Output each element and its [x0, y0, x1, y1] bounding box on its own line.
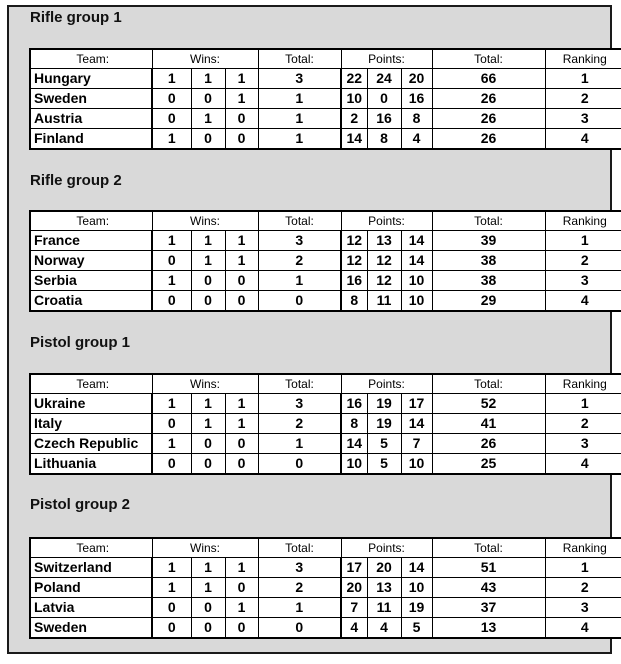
- cell-team: Hungary: [30, 69, 152, 89]
- table-header-row: [30, 211, 621, 231]
- table-row: [30, 454, 621, 475]
- cell-total: 1: [258, 598, 341, 618]
- cell-p3: 10: [401, 271, 432, 291]
- cell-p1: 8: [341, 414, 367, 434]
- cell-w2: 1: [191, 231, 225, 251]
- cell-p2: 20: [367, 558, 401, 578]
- table-row: [30, 414, 621, 434]
- table-row: [30, 291, 621, 312]
- cell-points-total: 26: [432, 89, 545, 109]
- cell-points-total: 52: [432, 394, 545, 414]
- cell-team: Czech Republic: [30, 434, 152, 454]
- cell-p1: 16: [341, 271, 367, 291]
- header-wins: Wins:: [152, 538, 258, 558]
- cell-p2: 12: [367, 251, 401, 271]
- cell-ranking: 2: [545, 89, 621, 109]
- cell-points-total: 39: [432, 231, 545, 251]
- cell-points-total: 26: [432, 129, 545, 150]
- cell-p3: 10: [401, 454, 432, 475]
- table-row: [30, 251, 621, 271]
- cell-ranking: 3: [545, 109, 621, 129]
- cell-ranking: 3: [545, 598, 621, 618]
- cell-p2: 5: [367, 454, 401, 475]
- cell-total: 2: [258, 414, 341, 434]
- cell-w2: 1: [191, 414, 225, 434]
- cell-w2: 0: [191, 598, 225, 618]
- cell-w1: 1: [152, 558, 191, 578]
- cell-p1: 14: [341, 129, 367, 150]
- cell-w3: 1: [225, 69, 258, 89]
- cell-ranking: 2: [545, 251, 621, 271]
- cell-p3: 8: [401, 109, 432, 129]
- cell-ranking: 4: [545, 454, 621, 475]
- cell-points-total: 66: [432, 69, 545, 89]
- cell-w2: 0: [191, 89, 225, 109]
- table-row: [30, 558, 621, 578]
- cell-ranking: 1: [545, 558, 621, 578]
- cell-p2: 16: [367, 109, 401, 129]
- cell-total: 1: [258, 109, 341, 129]
- cell-team: Italy: [30, 414, 152, 434]
- cell-p3: 17: [401, 394, 432, 414]
- cell-p3: 4: [401, 129, 432, 150]
- header-wins: Wins:: [152, 211, 258, 231]
- cell-points-total: 38: [432, 271, 545, 291]
- cell-w1: 1: [152, 578, 191, 598]
- cell-w1: 0: [152, 598, 191, 618]
- header-points: Points:: [341, 49, 432, 69]
- cell-w1: 0: [152, 251, 191, 271]
- table-row: [30, 271, 621, 291]
- cell-total: 3: [258, 69, 341, 89]
- header-points: Points:: [341, 374, 432, 394]
- header-points: Points:: [341, 538, 432, 558]
- cell-w3: 1: [225, 89, 258, 109]
- cell-p3: 7: [401, 434, 432, 454]
- cell-p1: 14: [341, 434, 367, 454]
- cell-total: 1: [258, 434, 341, 454]
- cell-total: 3: [258, 558, 341, 578]
- rifle-group-2-table: [29, 210, 621, 312]
- table-row: [30, 109, 621, 129]
- cell-w1: 0: [152, 414, 191, 434]
- header-team: Team:: [30, 538, 152, 558]
- cell-p1: 2: [341, 109, 367, 129]
- cell-points-total: 43: [432, 578, 545, 598]
- cell-w2: 1: [191, 558, 225, 578]
- cell-team: Lithuania: [30, 454, 152, 475]
- cell-p2: 0: [367, 89, 401, 109]
- header-total-wins: Total:: [258, 49, 341, 69]
- cell-w2: 1: [191, 394, 225, 414]
- header-team: Team:: [30, 374, 152, 394]
- cell-total: 0: [258, 618, 341, 639]
- cell-w3: 0: [225, 291, 258, 312]
- table-row: [30, 618, 621, 639]
- header-total-wins: Total:: [258, 211, 341, 231]
- cell-w2: 1: [191, 578, 225, 598]
- rifle-group-2-title: Rifle group 2: [30, 172, 122, 189]
- cell-ranking: 4: [545, 618, 621, 639]
- table-row: [30, 434, 621, 454]
- cell-w1: 1: [152, 271, 191, 291]
- cell-p3: 19: [401, 598, 432, 618]
- cell-p2: 4: [367, 618, 401, 639]
- cell-w2: 0: [191, 271, 225, 291]
- cell-p3: 5: [401, 618, 432, 639]
- cell-team: Croatia: [30, 291, 152, 312]
- cell-p1: 22: [341, 69, 367, 89]
- table-header-row: [30, 49, 621, 69]
- cell-total: 1: [258, 271, 341, 291]
- cell-w3: 0: [225, 618, 258, 639]
- rifle-group-1-table: [29, 48, 621, 150]
- cell-w3: 0: [225, 454, 258, 475]
- cell-w2: 0: [191, 434, 225, 454]
- header-total-wins: Total:: [258, 374, 341, 394]
- table-row: [30, 394, 621, 414]
- cell-w1: 1: [152, 394, 191, 414]
- cell-ranking: 4: [545, 291, 621, 312]
- header-ranking: Ranking: [545, 538, 621, 558]
- table-row: [30, 578, 621, 598]
- cell-team: France: [30, 231, 152, 251]
- cell-p2: 24: [367, 69, 401, 89]
- cell-ranking: 1: [545, 69, 621, 89]
- pistol-group-1-table: [29, 373, 621, 475]
- cell-w3: 0: [225, 434, 258, 454]
- cell-w3: 1: [225, 558, 258, 578]
- table-row: [30, 89, 621, 109]
- table-header-row: [30, 538, 621, 558]
- cell-p1: 7: [341, 598, 367, 618]
- table-row: [30, 231, 621, 251]
- cell-p2: 11: [367, 598, 401, 618]
- cell-total: 2: [258, 251, 341, 271]
- cell-w1: 0: [152, 454, 191, 475]
- pistol-group-1-title: Pistol group 1: [30, 334, 131, 351]
- cell-points-total: 51: [432, 558, 545, 578]
- cell-ranking: 2: [545, 578, 621, 598]
- cell-p2: 13: [367, 231, 401, 251]
- cell-w1: 0: [152, 89, 191, 109]
- cell-total: 1: [258, 129, 341, 150]
- cell-p1: 17: [341, 558, 367, 578]
- cell-team: Norway: [30, 251, 152, 271]
- cell-w3: 0: [225, 109, 258, 129]
- cell-w3: 0: [225, 271, 258, 291]
- cell-points-total: 26: [432, 434, 545, 454]
- cell-team: Austria: [30, 109, 152, 129]
- rifle-group-1-title: Rifle group 1: [30, 9, 122, 26]
- cell-total: 0: [258, 454, 341, 475]
- cell-ranking: 1: [545, 394, 621, 414]
- cell-w2: 0: [191, 454, 225, 475]
- cell-p3: 14: [401, 251, 432, 271]
- cell-p1: 12: [341, 231, 367, 251]
- cell-p2: 8: [367, 129, 401, 150]
- cell-team: Latvia: [30, 598, 152, 618]
- cell-points-total: 13: [432, 618, 545, 639]
- cell-p2: 5: [367, 434, 401, 454]
- cell-p1: 16: [341, 394, 367, 414]
- cell-p3: 14: [401, 414, 432, 434]
- cell-total: 0: [258, 291, 341, 312]
- cell-w3: 1: [225, 231, 258, 251]
- cell-team: Finland: [30, 129, 152, 150]
- header-ranking: Ranking: [545, 374, 621, 394]
- cell-ranking: 3: [545, 271, 621, 291]
- cell-team: Poland: [30, 578, 152, 598]
- cell-p2: 19: [367, 394, 401, 414]
- cell-p2: 13: [367, 578, 401, 598]
- table-row: [30, 598, 621, 618]
- cell-total: 3: [258, 394, 341, 414]
- header-ranking: Ranking: [545, 211, 621, 231]
- cell-p2: 12: [367, 271, 401, 291]
- cell-points-total: 37: [432, 598, 545, 618]
- header-team: Team:: [30, 49, 152, 69]
- cell-p3: 10: [401, 578, 432, 598]
- header-wins: Wins:: [152, 374, 258, 394]
- cell-p1: 10: [341, 454, 367, 475]
- header-points: Points:: [341, 211, 432, 231]
- header-ranking: Ranking: [545, 49, 621, 69]
- results-panel: [7, 5, 612, 654]
- cell-ranking: 2: [545, 414, 621, 434]
- cell-w3: 0: [225, 578, 258, 598]
- cell-p1: 4: [341, 618, 367, 639]
- cell-w1: 0: [152, 291, 191, 312]
- cell-p3: 14: [401, 558, 432, 578]
- header-total-wins: Total:: [258, 538, 341, 558]
- cell-p2: 19: [367, 414, 401, 434]
- header-wins: Wins:: [152, 49, 258, 69]
- cell-p1: 12: [341, 251, 367, 271]
- cell-w1: 0: [152, 109, 191, 129]
- cell-total: 1: [258, 89, 341, 109]
- cell-w2: 0: [191, 618, 225, 639]
- cell-team: Switzerland: [30, 558, 152, 578]
- cell-w3: 0: [225, 129, 258, 150]
- cell-w3: 1: [225, 598, 258, 618]
- cell-w2: 1: [191, 251, 225, 271]
- cell-w2: 1: [191, 109, 225, 129]
- cell-w2: 0: [191, 291, 225, 312]
- cell-w3: 1: [225, 251, 258, 271]
- cell-points-total: 29: [432, 291, 545, 312]
- cell-points-total: 41: [432, 414, 545, 434]
- cell-p1: 8: [341, 291, 367, 312]
- cell-team: Sweden: [30, 618, 152, 639]
- cell-team: Sweden: [30, 89, 152, 109]
- cell-ranking: 3: [545, 434, 621, 454]
- table-row: [30, 69, 621, 89]
- cell-w2: 1: [191, 69, 225, 89]
- header-total-points: Total:: [432, 211, 545, 231]
- cell-p1: 10: [341, 89, 367, 109]
- cell-w3: 1: [225, 414, 258, 434]
- header-total-points: Total:: [432, 374, 545, 394]
- header-team: Team:: [30, 211, 152, 231]
- cell-points-total: 26: [432, 109, 545, 129]
- cell-p2: 11: [367, 291, 401, 312]
- cell-w1: 1: [152, 231, 191, 251]
- cell-p3: 16: [401, 89, 432, 109]
- header-total-points: Total:: [432, 49, 545, 69]
- cell-points-total: 25: [432, 454, 545, 475]
- cell-total: 3: [258, 231, 341, 251]
- cell-w1: 1: [152, 434, 191, 454]
- pistol-group-2-table: [29, 537, 621, 639]
- cell-ranking: 4: [545, 129, 621, 150]
- cell-w3: 1: [225, 394, 258, 414]
- cell-team: Ukraine: [30, 394, 152, 414]
- cell-total: 2: [258, 578, 341, 598]
- cell-w1: 1: [152, 129, 191, 150]
- cell-p3: 14: [401, 231, 432, 251]
- pistol-group-2-title: Pistol group 2: [30, 496, 131, 513]
- cell-w1: 1: [152, 69, 191, 89]
- table-row: [30, 129, 621, 150]
- cell-p3: 20: [401, 69, 432, 89]
- cell-p3: 10: [401, 291, 432, 312]
- cell-points-total: 38: [432, 251, 545, 271]
- header-total-points: Total:: [432, 538, 545, 558]
- cell-w2: 0: [191, 129, 225, 150]
- cell-w1: 0: [152, 618, 191, 639]
- cell-ranking: 1: [545, 231, 621, 251]
- cell-team: Serbia: [30, 271, 152, 291]
- table-header-row: [30, 374, 621, 394]
- cell-p1: 20: [341, 578, 367, 598]
